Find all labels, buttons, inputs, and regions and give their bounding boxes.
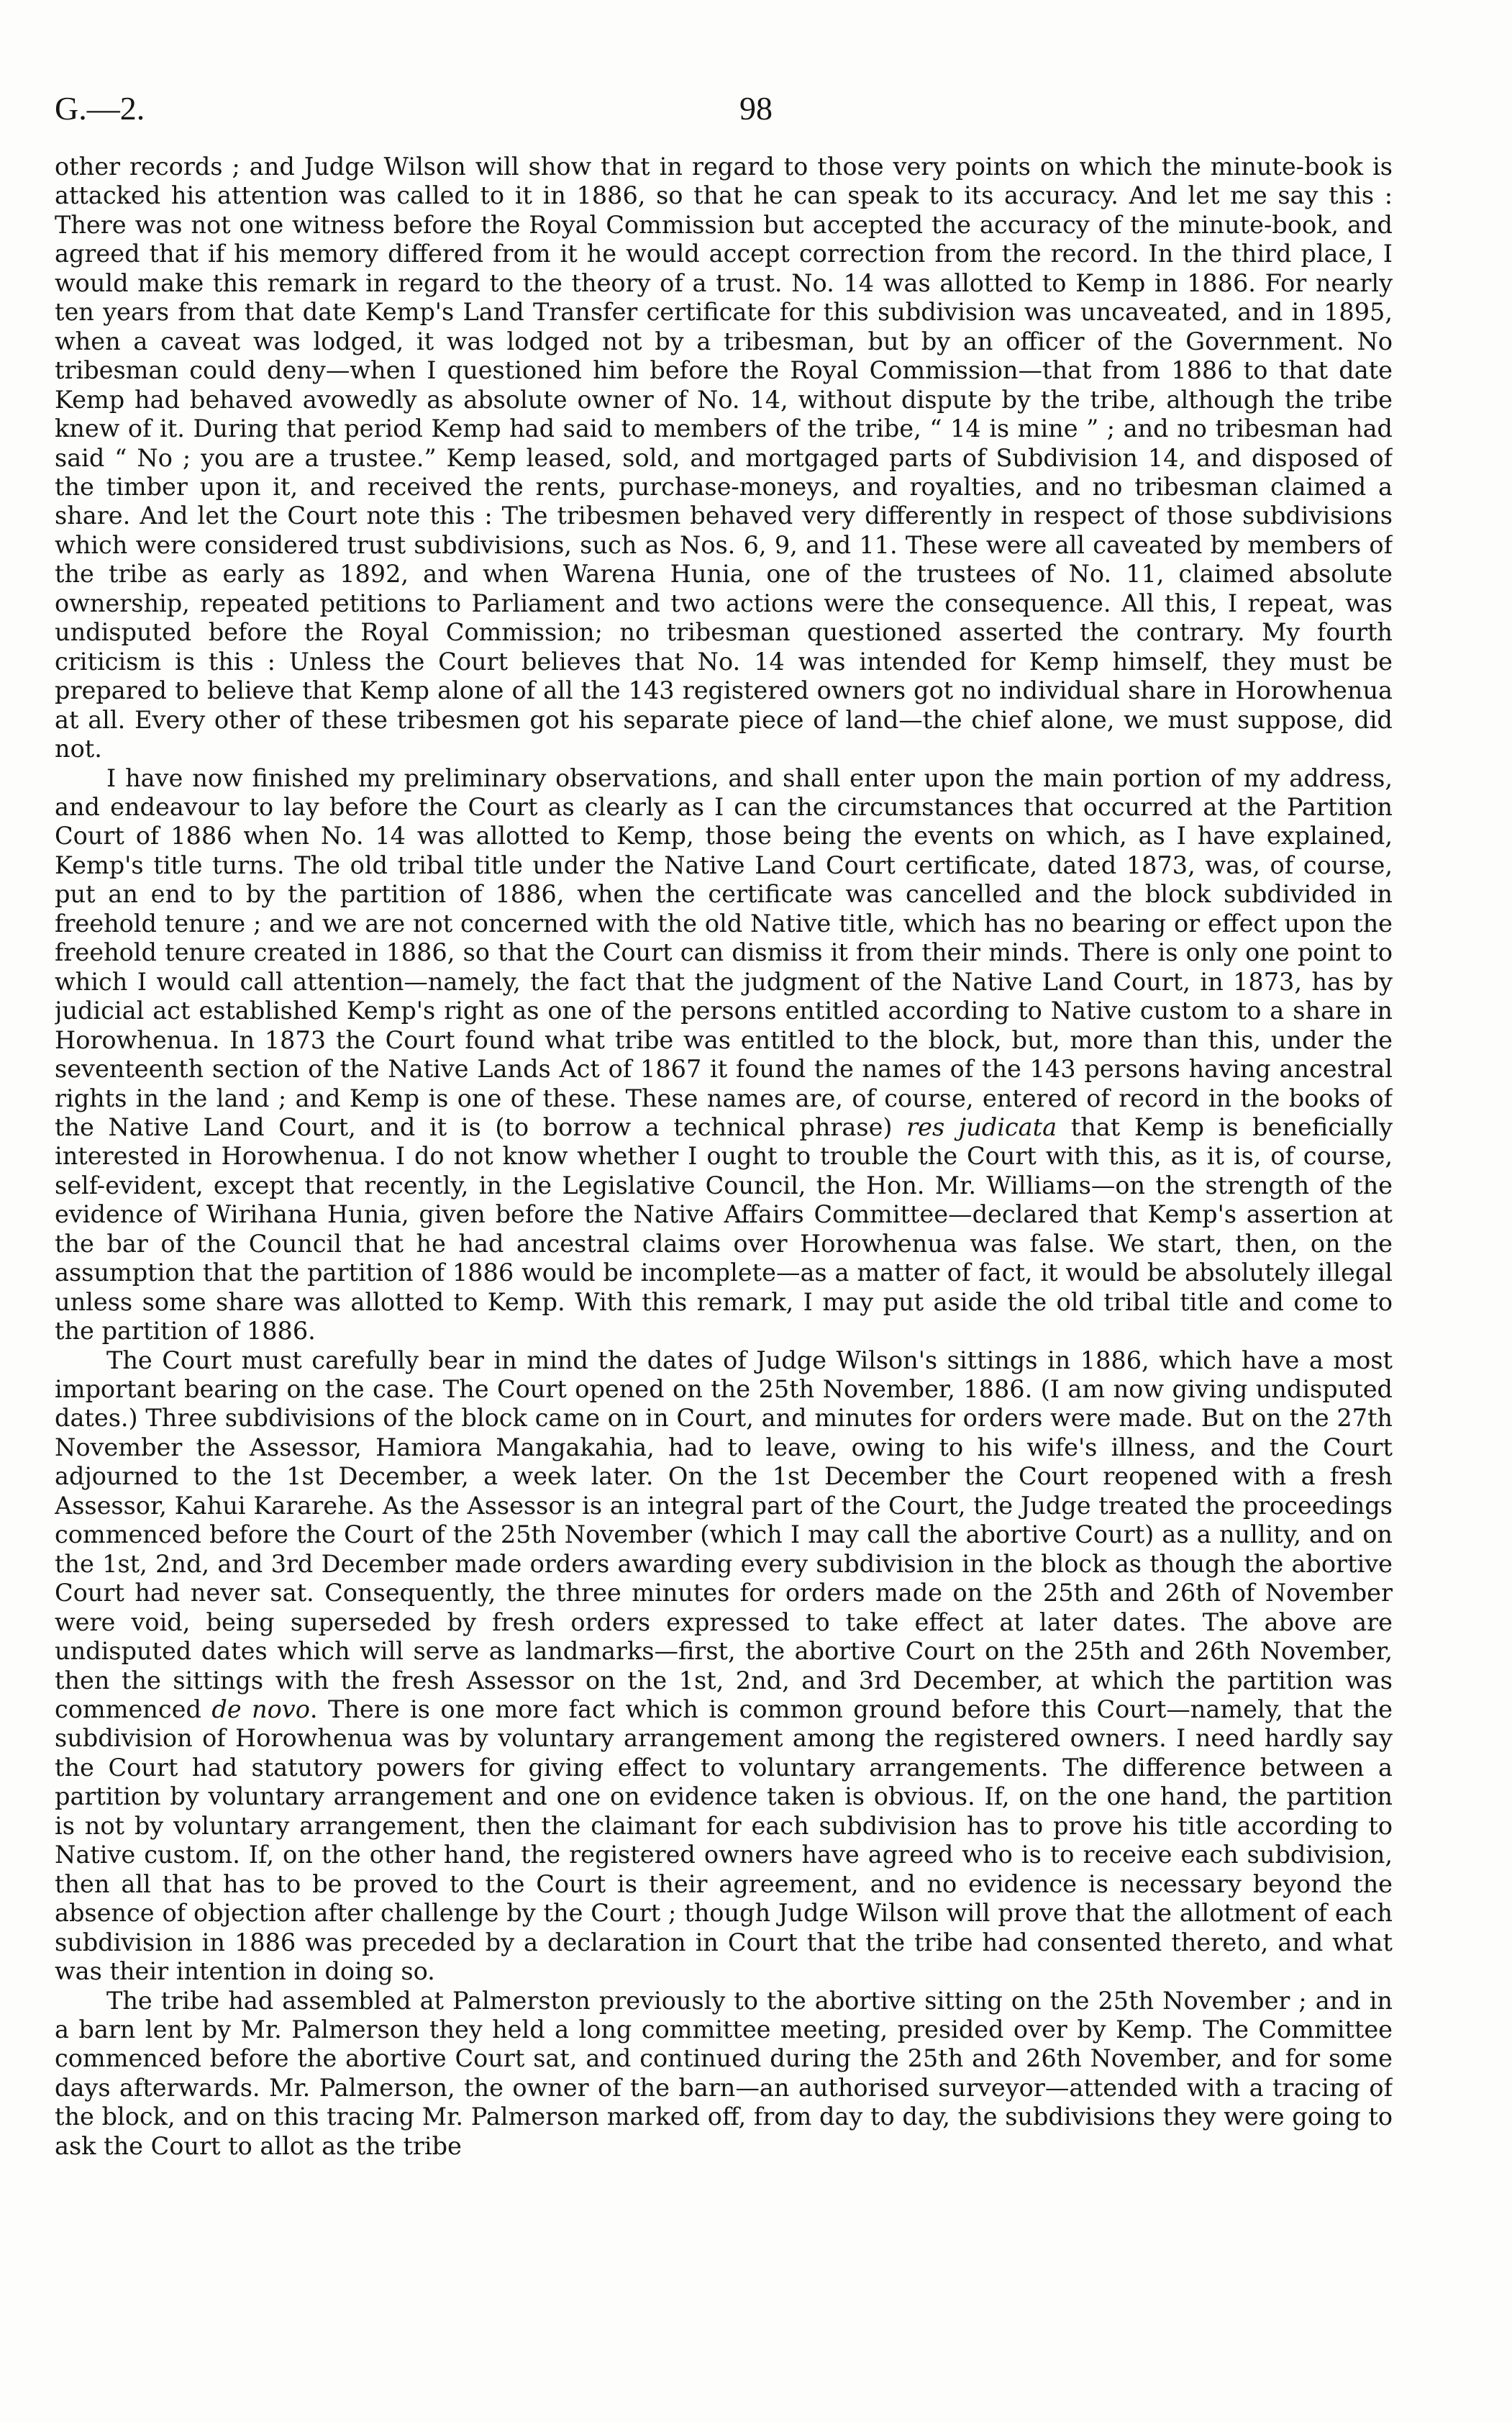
text-run: The Court must carefully bear in mind the dates of Judge Wilson's sittings in 1886, which have a most important bearing on the case. The Court opened on the 25th November, 1886. (I am now giving undisputed dates.) Three subdivisions of the block came on in Court, and minutes for orders were made. But on the 27th November the Assessor, Hamiora Mangakahia, had to leave, owing to his wife's illness, and the Court adjourned to the 1st December, a week later. On the 1st December the Court reopened with a fresh Assessor, Kahui Kararehe. As the Assessor is an integral part of the Court, the Judge treated the proceedings commenced before the Court of the 25th November (which I may call the abortive Court) as a nullity, and on the 1st, 2nd, and 3rd December made orders awarding every subdivision in the block as though the abortive Court had never sat. Consequently, the three minutes for orders made on the 25th and 26th of November were void, being superseded by fresh orders expressed to take effect at later dates. The above are undisputed dates which will serve as landmarks—first, the abortive Court on the 25th and 26th November, then the sittings with the fresh Assessor on the 1st, 2nd, and 3rd December, at which the partition was commenced [55,1346,1393,1724]
page-number: 98 [739,90,773,127]
paragraph [55,1346,1393,1987]
page-header [55,92,1457,135]
text-run: . There is one more fact which is common ground before this Court—namely, that the subdivision of Horowhenua was by voluntary arrangement among the registered owners. I need hardly say the Court had statutory powers for giving effect to voluntary arrangements. The difference between a partition by voluntary arrangement and one on evidence taken is obvious. If, on the one hand, the partition is not by voluntary arrangement, then the claimant for each subdivision has to prove his title according to Native custom. If, on the other hand, the registered owners have agreed who is to receive each subdivision, then all that has to be proved to the Court is their agreement, and no evidence is necessary beyond the absence of objection after challenge by the Court ; though Judge Wilson will prove that the allotment of each subdivision in 1886 was preceded by a declaration in Court that the tribe had consented thereto, and what was their intention in doing so. [55,1695,1393,1986]
text-run: that Kemp is beneficially interested in Horowhenua. I do not know whether I ought to trouble the Court with this, as it is, of course, self-evident, except that recently, in the Legislative Council, the Hon. Mr. Williams—on the strength of the evidence of Wirihana Hunia, given before the Native Affairs Committee—declared that Kemp's assertion at the bar of the Council that he had ancestral claims over Horowhenua was false. We start, then, on the assumption that the partition of 1886 would be incomplete—as a matter of fact, it would be absolutely illegal unless some share was allotted to Kemp. With this remark, I may put aside the old tribal title and come to the partition of 1886. [55,1112,1393,1346]
paragraph [55,764,1393,1346]
parliamentary-paper-reference: G.—2. [55,90,145,127]
text-run: other records ; and Judge Wilson will show that in regard to those very points on which the minute-book is attacked his attention was called to it in 1886, so that he can speak to its accuracy. And let me say this : There was not one witness before the Royal Commission but accepted the accuracy of the minute-book, and agreed that if his memory differed from it he would accept correction from the record. In the third place, I would make this remark in regard to the theory of a trust. No. 14 was allotted to Kemp in 1886. For nearly ten years from that date Kemp's Land Transfer certificate for this subdivision was uncaveated, and in 1895, when a caveat was lodged, it was lodged not by a tribesman, but by an officer of the Government. No tribesman could deny—when I questioned him before the Royal Commission—that from 1886 to that date Kemp had behaved avowedly as absolute owner of No. 14, without dispute by the tribe, although the tribe knew of it. During that period Kemp had said to members of the tribe, “ 14 is mine ” ; and no tribesman had said “ No ; you are a trustee.” Kemp leased, sold, and mortgaged parts of Subdivision 14, and disposed of the timber upon it, and received the rents, purchase-moneys, and royalties, and no tribesman claimed a share. And let the Court note this : The tribesmen behaved very differently in respect of those subdivisions which were considered trust subdivisions, such as Nos. 6, 9, and 11. These were all caveated by members of the tribe as early as 1892, and when Warena Hunia, one of the trustees of No. 11, claimed absolute ownership, repeated petitions to Parliament and two actions were the consequence. All this, I repeat, was undisputed before the Royal Commission; no tribesman questioned asserted the contrary. My fourth criticism is this : Unless the Court believes that No. 14 was intended for Kemp himself, they must be prepared to believe that Kemp alone of all the 143 registered owners got no individual share in Horowhenua at all. Every other of these tribesmen got his separate piece of land—the chief alone, we must suppose, did not. [55,153,1393,763]
paragraph [55,153,1393,764]
body-text [55,153,1393,2369]
paragraph [55,1987,1393,2162]
text-run: The tribe had assembled at Palmerston previously to the abortive sitting on the 25th November ; and in a barn lent by Mr. Palmerson they held a long committee meeting, presided over by Kemp. The Committee commenced before the abortive Court sat, and continued during the 25th and 26th November, and for some days afterwards. Mr. Palmerson, the owner of the barn—an authorised surveyor—attended with a tracing of the block, and on this tracing Mr. Palmerson marked off, from day to day, the subdivisions they were going to ask the Court to allot as the tribe [55,1986,1393,2160]
italic-phrase: de novo [211,1695,310,1724]
italic-phrase: res judicata [906,1112,1057,1141]
text-run: I have now finished my preliminary observations, and shall enter upon the main portion of my address, and endeavour to lay before the Court as clearly as I can the circumstances that occurred at the Partition Court of 1886 when No. 14 was allotted to Kemp, those being the events on which, as I have explained, Kemp's title turns. The old tribal title under the Native Land Court certificate, dated 1873, was, of course, put an end to by the partition of 1886, when the certificate was cancelled and the block subdivided in freehold tenure ; and we are not concerned with the old Native title, which has no bearing or effect upon the freehold tenure created in 1886, so that the Court can dismiss it from their minds. There is only one point to which I would call attention—namely, the fact that the judgment of the Native Land Court, in 1873, has by judicial act established Kemp's right as one of the persons entitled according to Native custom to a share in Horowhenua. In 1873 the Court found what tribe was entitled to the block, but, more than this, under the seventeenth section of the Native Lands Act of 1867 it found the names of the 143 persons having ancestral rights in the land ; and Kemp is one of these. These names are, of course, entered of record in the books of the Native Land Court, and it is (to borrow a technical phrase) [55,763,1393,1141]
